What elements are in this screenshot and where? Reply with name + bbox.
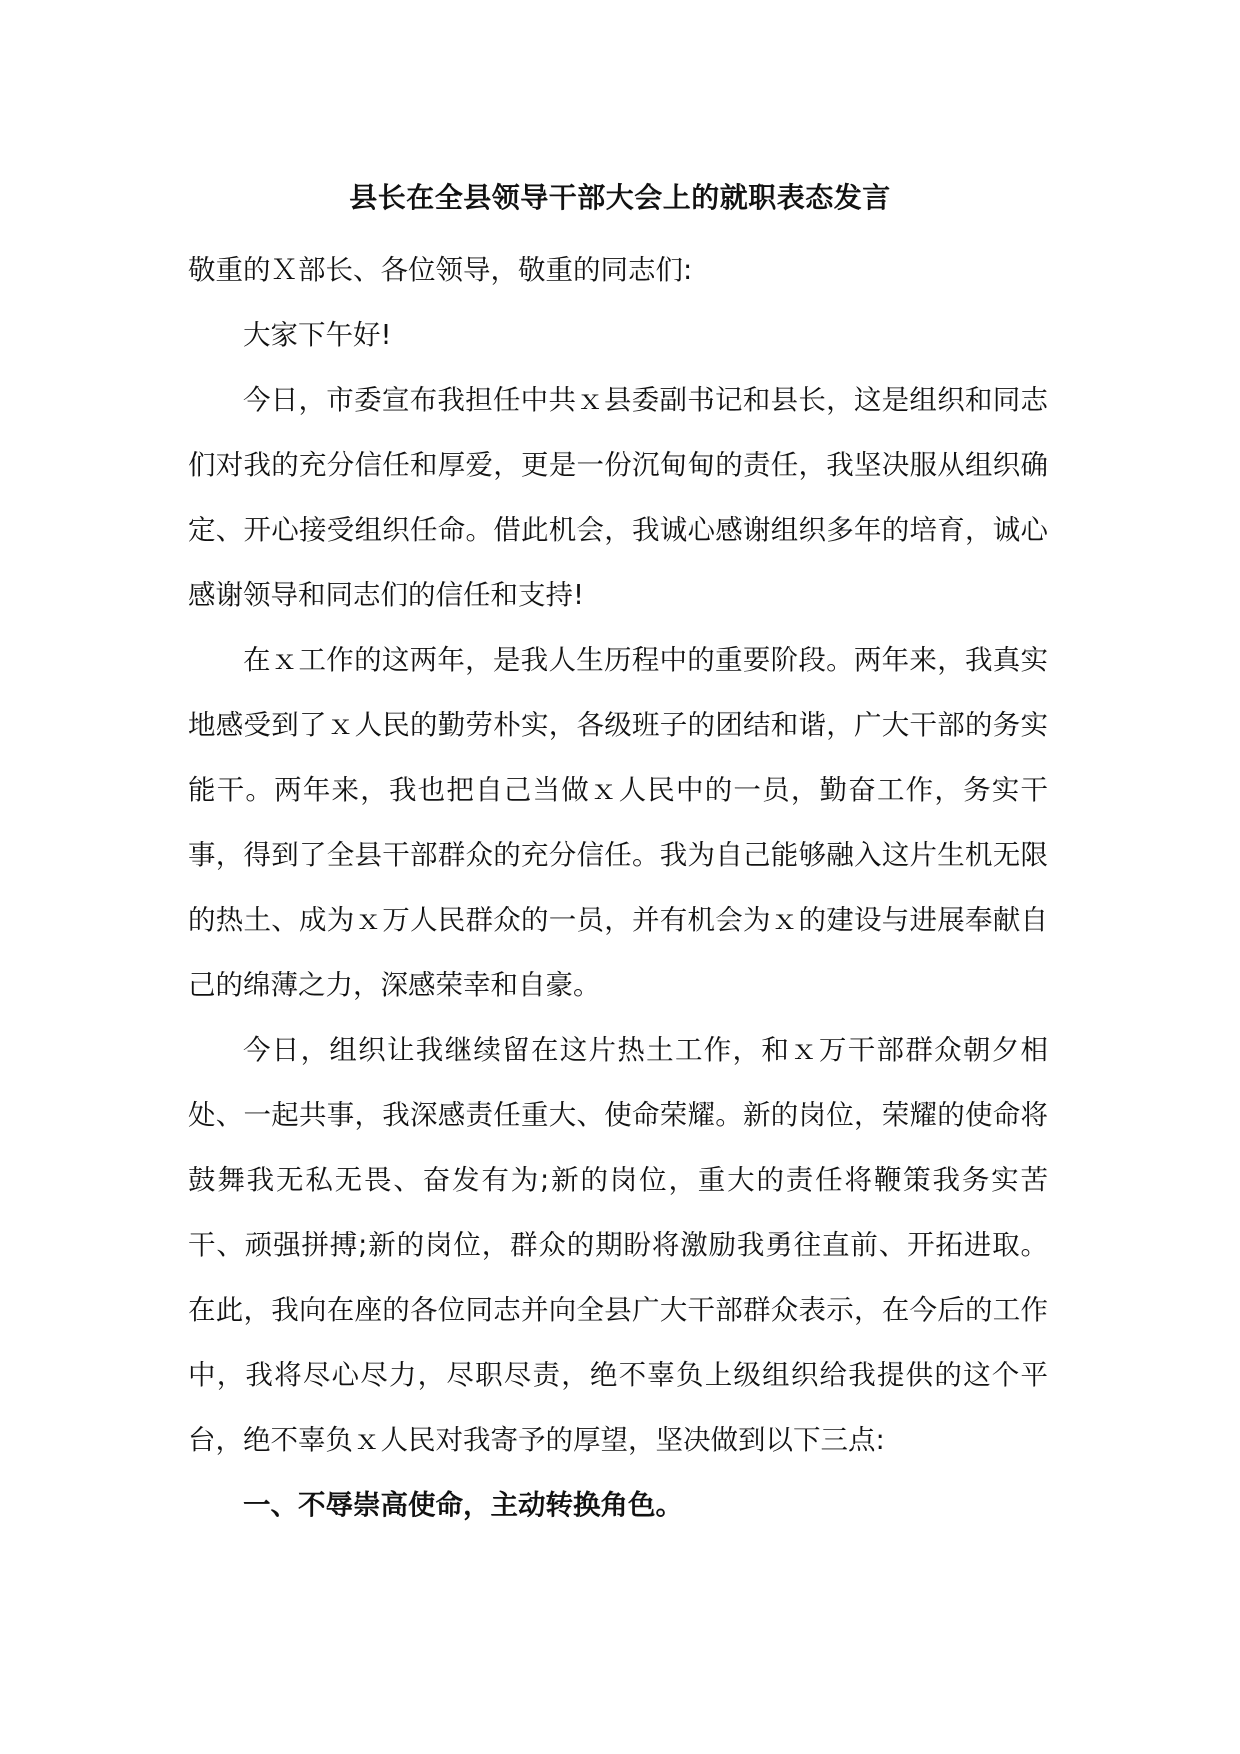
paragraph-commitment: 今日，组织让我继续留在这片热土工作，和ｘ万干部群众朝夕相处、一起共事，我深感责任重大、使命荣耀。新的岗位，荣耀的使命将鼓舞我无私无畏、奋发有为;新的岗位，重大的责任将鞭策我务实苦干、顽强拼搏;新的岗位，群众的期盼将激励我勇往直前、开拓进取。在此，我向在座的各位同志并向全县广大干部群众表示，在今后的工作中，我将尽心尽力，尽职尽责，绝不辜负上级组织给我提供的这个平台，绝不辜负ｘ人民对我寄予的厚望，坚决做到以下三点: [188,1034,1048,1456]
paragraph-greeting: 大家下午好! [243,319,392,351]
document-body [188,238,1048,1538]
paragraph-two-years: 在ｘ工作的这两年，是我人生历程中的重要阶段。两年来，我真实地感受到了ｘ人民的勤劳朴实，各级班子的团结和谐，广大干部的务实能干。两年来，我也把自己当做ｘ人民中的一员，勤奋工作，务实干事，得到了全县干部群众的充分信任。我为自己能够融入这片生机无限的热土、成为ｘ万人民群众的一员，并有机会为ｘ的建设与进展奉献自己的绵薄之力，深感荣幸和自豪。 [188,644,1048,1001]
salutation: 敬重的Ｘ部长、各位领导，敬重的同志们: [188,254,693,286]
document-title: 县长在全县领导干部大会上的就职表态发言 [349,181,891,214]
paragraph-appointment: 今日，市委宣布我担任中共ｘ县委副书记和县长，这是组织和同志们对我的充分信任和厚爱，更是一份沉甸甸的责任，我坚决服从组织确定、开心接受组织任命。借此机会，我诚心感谢组织多年的培育，诚心感谢领导和同志们的信任和支持! [188,384,1048,611]
section-heading: 一、不辱崇高使命，主动转换角色。 [243,1489,683,1521]
